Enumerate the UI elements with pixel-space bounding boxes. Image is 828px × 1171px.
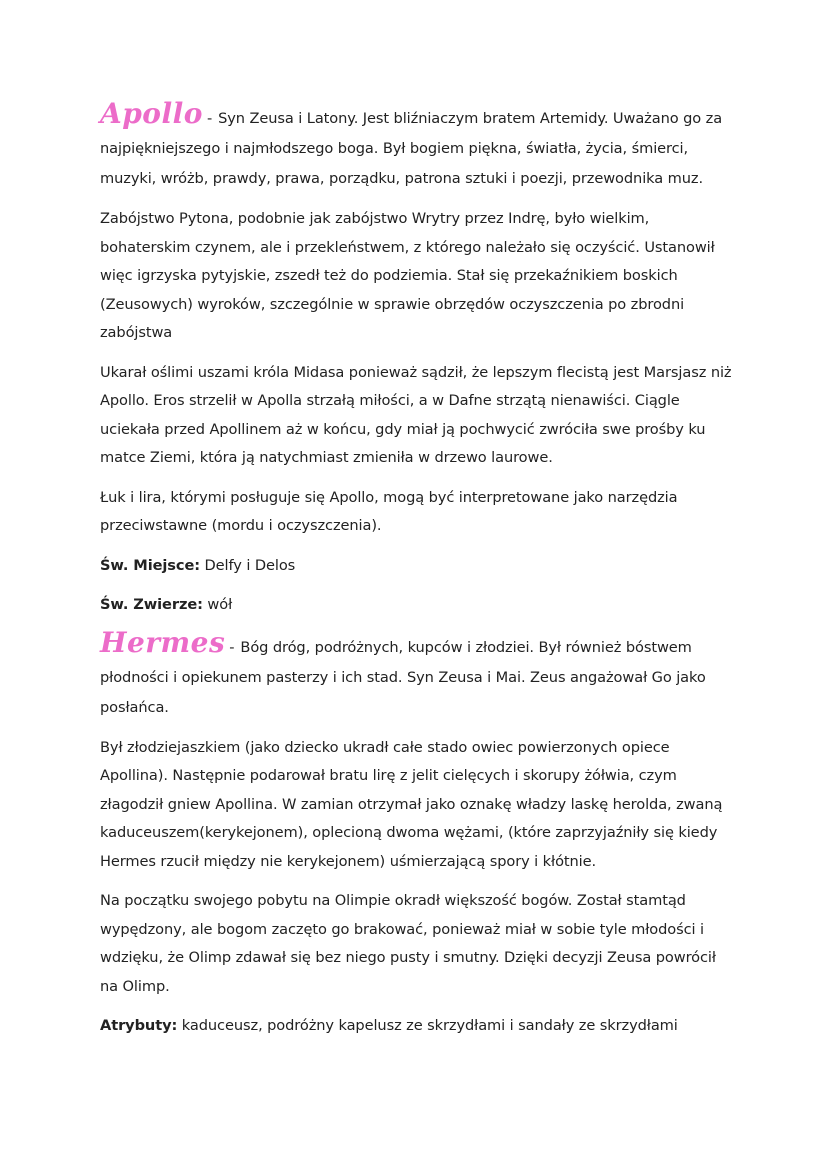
holy-place-value: Delfy i Delos <box>204 556 296 574</box>
hermes-attributes <box>100 1012 736 1041</box>
hermes-paragraph-thief: Był złodziejaszkiem (jako dziecko ukradł całe stado owiec powierzonych opiece Apollina). Następnie podarował bratu lirę z jelit cielęcych i skorupy żółwia, czym złagodził gniew Apollina. W zamian otrzymał jako oznakę władzy laskę herolda, zwaną kaduceuszem(kerykejonem), oplecioną dwoma wężami, (które zaprzyjaźniły się kiedy Hermes rzucił między nie kerykejonem) uśmierzającą spory i kłótnie. <box>100 738 723 870</box>
apollo-intro-text: Syn Zeusa i Latony. Jest bliźniaczym bratem Artemidy. Uważano go za najpiękniejszego i najmłodszego boga. Był bogiem piękna, światła, życia, śmierci, muzyki, wróżb, prawdy, prawa, porządku, patrona sztuki i poezji, przewodnika muz. <box>100 110 723 187</box>
hermes-heading: Hermes <box>100 625 226 659</box>
hermes-dash: - <box>229 638 235 656</box>
apollo-dash: - <box>206 110 213 127</box>
apollo-paragraph-bow-lyre: Łuk i lira, którymi posługuje się Apollo, mogą być interpretowane jako narzędzia przeciwstawne (mordu i oczyszczenia). <box>100 488 678 534</box>
holy-place-label: Św. Miejsce: <box>100 556 200 574</box>
apollo-intro <box>100 97 736 194</box>
hermes-intro-text: Bóg dróg, podróżnych, kupców i złodziei. Był również bóstwem płodności i opiekunem pasterzy i ich stad. Syn Zeusa i Mai. Zeus angażował Go jako posłańca. <box>100 638 706 716</box>
hermes-intro <box>100 625 736 723</box>
apollo-paragraph-python: Zabójstwo Pytona, podobnie jak zabójstwo Wrytry przez Indrę, było wielkim, bohaterskim czynem, ale i przekleństwem, z którego należało się oczyścić. Ustanowił więc igrzyska pytyjskie, zszedł też do podziemia. Stał się przekaźnikiem boskich (Zeusowych) wyroków, szczególnie w sprawie obrzędów oczyszczenia po zbrodni zabójstwa <box>100 210 715 341</box>
holy-animal-value: wół <box>207 596 233 613</box>
attributes-value: kaduceusz, podróżny kapelusz ze skrzydłami i sandały ze skrzydłami <box>181 1017 678 1034</box>
holy-animal-label: Św. Zwierze: <box>100 596 203 613</box>
apollo-holy-animal <box>100 591 736 620</box>
attributes-label: Atrybuty: <box>100 1017 178 1034</box>
apollo-heading: Apollo <box>100 97 203 130</box>
apollo-paragraph-midas: Ukarał oślimi uszami króla Midasa ponieważ sądził, że lepszym flecistą jest Marsjasz niż Apollo. Eros strzelił w Apolla strzałą miłości, a w Dafne strzątą nienawiści. Ciągle uciekała przed Apollinem aż w końcu, gdy miał ją pochwycić zwróciła swe prośby ku matce Ziemi, która ją natychmiast zmieniła w drzewo laurowe. <box>100 363 732 466</box>
hermes-paragraph-olympus: Na początku swojego pobytu na Olimpie okradł większość bogów. Został stamtąd wypędzony, ale bogom zaczęto go brakować, ponieważ miał w sobie tyle młodości i wdzięku, że Olimp zdawał się bez niego pusty i smutny. Dzięki decyzji Zeusa powrócił na Olimp. <box>100 892 716 995</box>
apollo-holy-place <box>100 552 736 581</box>
